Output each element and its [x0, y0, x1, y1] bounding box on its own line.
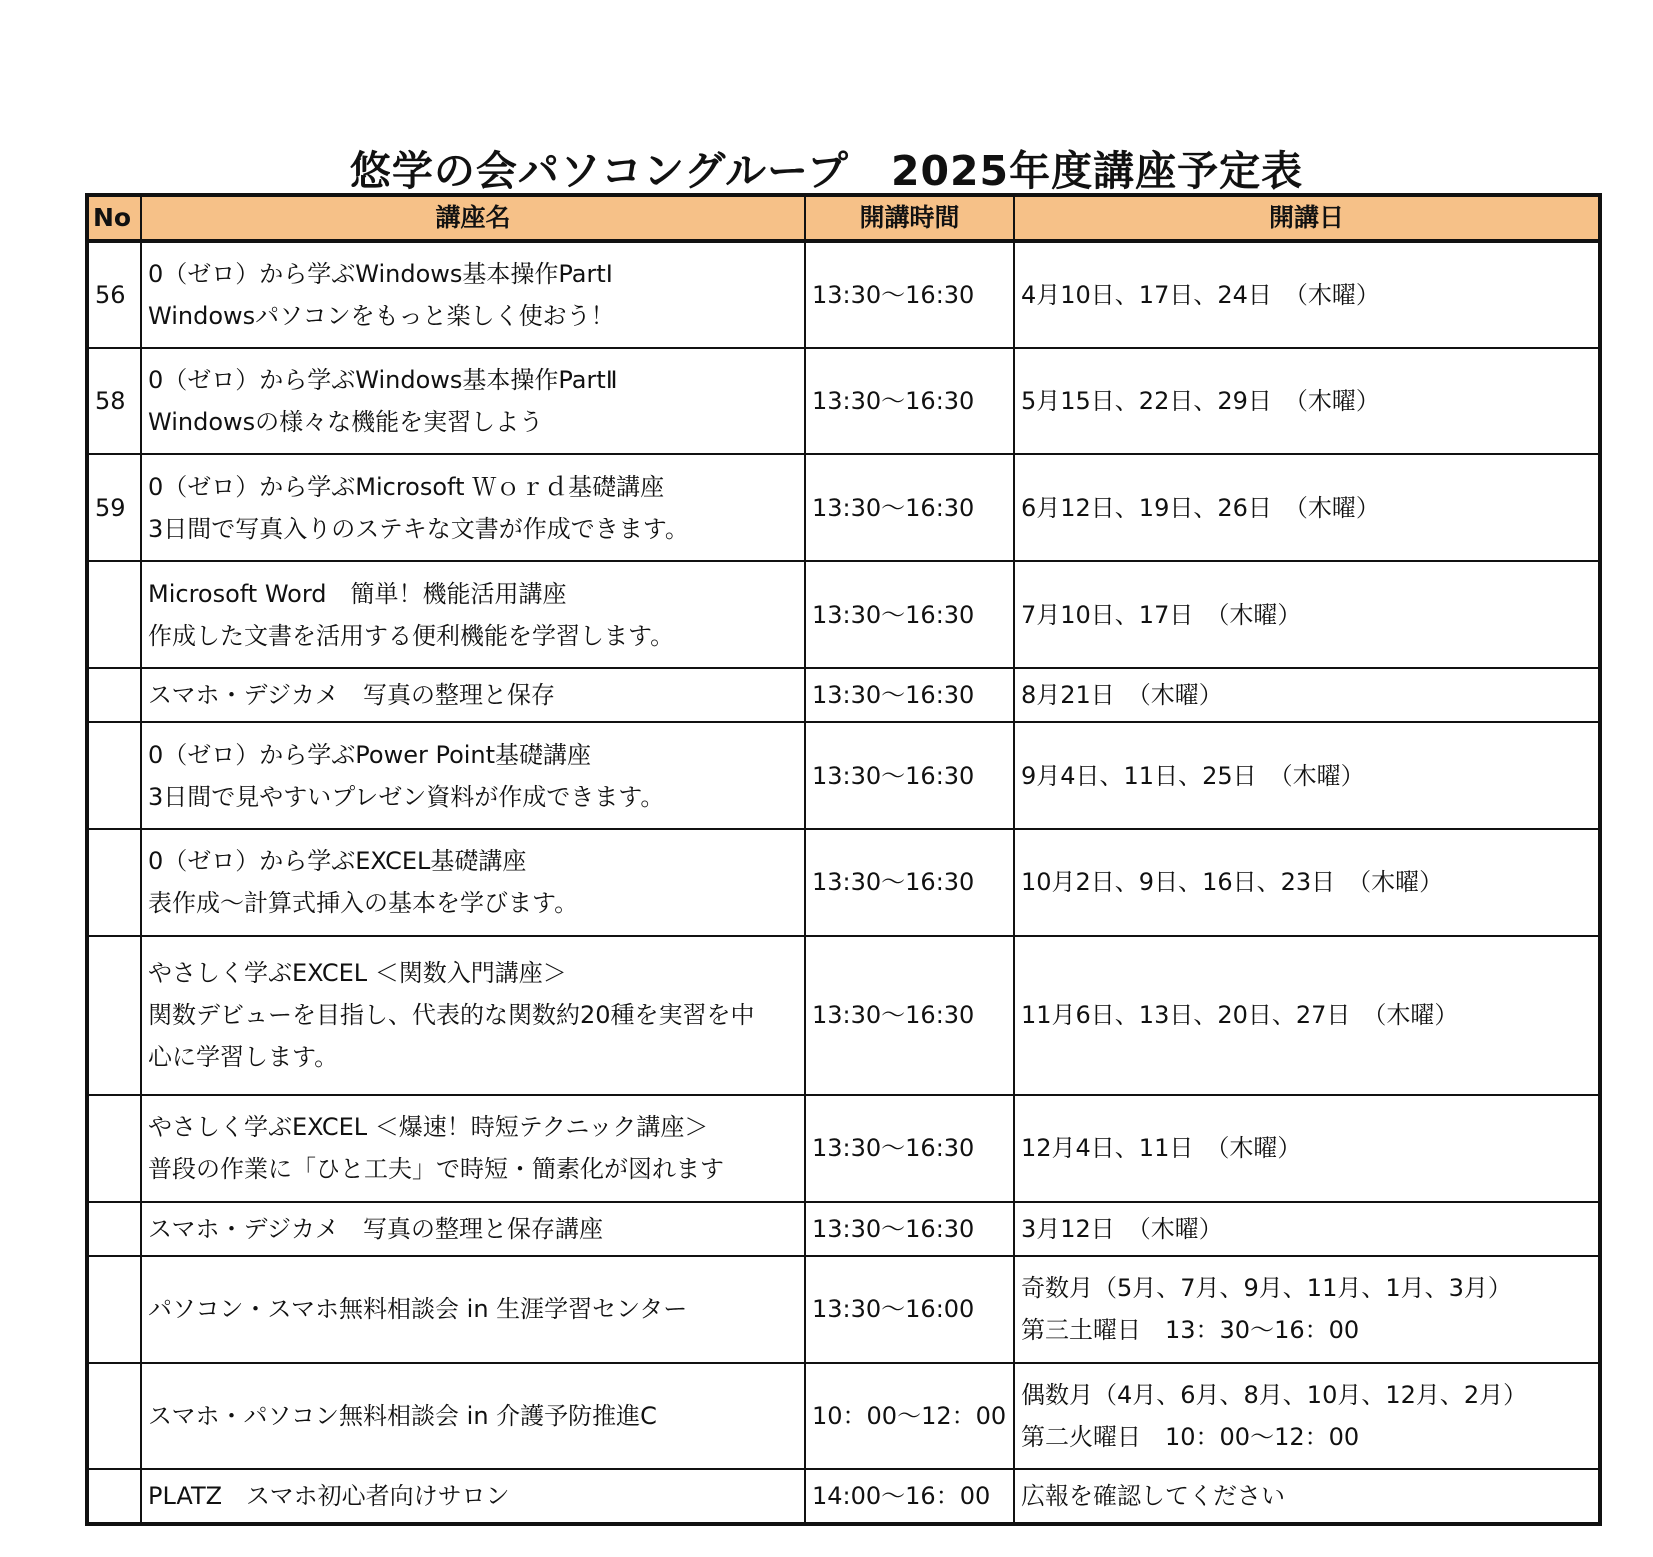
course-time: 13:30～16:30 — [805, 1202, 1014, 1256]
course-time: 10：00～12：00 — [805, 1363, 1014, 1470]
course-name-line: 普段の作業に「ひと工夫」で時短・簡素化が図れます — [148, 1155, 724, 1184]
course-time: 13:30～16:30 — [805, 829, 1014, 936]
table-row — [87, 1363, 1600, 1470]
course-date-line: 4月10日、17日、24日 （木曜） — [1021, 280, 1380, 309]
table-row — [87, 561, 1600, 668]
course-name — [141, 722, 805, 829]
course-date-line: 第二火曜日 10：00～12：00 — [1021, 1423, 1360, 1452]
table-row — [87, 241, 1600, 348]
course-date — [1014, 241, 1600, 348]
course-time: 13:30～16:30 — [805, 348, 1014, 455]
header-row — [87, 195, 1600, 241]
course-date — [1014, 668, 1600, 722]
course-name — [141, 1469, 805, 1524]
course-date — [1014, 348, 1600, 455]
course-time: 13:30～16:00 — [805, 1256, 1014, 1363]
table-row — [87, 1202, 1600, 1256]
course-date — [1014, 1202, 1600, 1256]
course-name — [141, 829, 805, 936]
course-date-line: 9月4日、11日、25日 （木曜） — [1021, 761, 1365, 790]
course-name-line: 0（ゼロ）から学ぶMicrosoft Ｗｏｒｄ基礎講座 — [148, 472, 665, 501]
course-date-line: 偶数月（4月、6月、8月、10月、12月、2月） — [1021, 1381, 1528, 1410]
table-row — [87, 722, 1600, 829]
row-no — [87, 1469, 141, 1524]
course-time: 13:30～16:30 — [805, 722, 1014, 829]
row-no: 56 — [87, 241, 141, 348]
course-time: 13:30～16:30 — [805, 668, 1014, 722]
header-time: 開講時間 — [805, 195, 1014, 241]
table-row — [87, 1256, 1600, 1363]
course-name-line: 作成した文書を活用する便利機能を学習します。 — [148, 621, 675, 650]
row-no — [87, 1256, 141, 1363]
schedule-table — [85, 193, 1602, 1526]
course-name-line: 関数デビューを目指し、代表的な関数約20種を実習を中 — [148, 1001, 755, 1030]
row-no: 58 — [87, 348, 141, 455]
course-time: 13:30～16:30 — [805, 1095, 1014, 1202]
course-date-line: 5月15日、22日、29日 （木曜） — [1021, 387, 1380, 416]
page-title: 悠学の会パソコングループ 2025年度講座予定表 — [349, 147, 1304, 195]
course-name — [141, 1202, 805, 1256]
header-no: No — [87, 195, 141, 241]
course-name-line: スマホ・デジカメ 写真の整理と保存 — [148, 681, 556, 710]
course-time: 13:30～16:30 — [805, 561, 1014, 668]
course-date-line: 10月2日、9日、16日、23日 （木曜） — [1021, 868, 1444, 897]
course-name — [141, 561, 805, 668]
course-date — [1014, 722, 1600, 829]
course-name-line: PLATZ スマホ初心者向けサロン — [148, 1482, 510, 1511]
course-name-line: 3日間で見やすいプレゼン資料が作成できます。 — [148, 782, 665, 811]
course-date-line: 11月6日、13日、20日、27日 （木曜） — [1021, 1001, 1459, 1030]
course-date-line: 3月12日 （木曜） — [1021, 1214, 1223, 1243]
course-name-line: Windowsパソコンをもっと楽しく使おう！ — [148, 301, 615, 330]
course-name-line: Microsoft Word 簡単！機能活用講座 — [148, 579, 567, 608]
course-date — [1014, 1095, 1600, 1202]
table-row — [87, 1469, 1600, 1524]
course-date — [1014, 1469, 1600, 1524]
course-date-line: 広報を確認してください — [1021, 1482, 1285, 1511]
course-time: 13:30～16:30 — [805, 936, 1014, 1095]
course-name — [141, 1363, 805, 1470]
course-date — [1014, 829, 1600, 936]
row-no — [87, 829, 141, 936]
course-name-line: やさしく学ぶEXCEL ＜爆速！時短テクニック講座＞ — [148, 1113, 709, 1142]
course-date-line: 6月12日、19日、26日 （木曜） — [1021, 493, 1380, 522]
table-row — [87, 829, 1600, 936]
course-name — [141, 454, 805, 561]
course-name-line: スマホ・パソコン無料相談会 in 介護予防推進C — [148, 1402, 657, 1431]
row-no: 59 — [87, 454, 141, 561]
table-row — [87, 454, 1600, 561]
row-no — [87, 722, 141, 829]
course-date — [1014, 1256, 1600, 1363]
course-date-line: 奇数月（5月、7月、9月、11月、1月、3月） — [1021, 1274, 1512, 1303]
course-date — [1014, 936, 1600, 1095]
course-name-line: Windowsの様々な機能を実習しよう — [148, 408, 544, 437]
course-name-line: 心に学習します。 — [148, 1043, 339, 1072]
table-row — [87, 348, 1600, 455]
course-time: 13:30～16:30 — [805, 454, 1014, 561]
course-date-line: 第三土曜日 13：30～16：00 — [1021, 1316, 1360, 1345]
course-name-line: 0（ゼロ）から学ぶWindows基本操作PartⅠ — [148, 259, 613, 288]
course-name-line: スマホ・デジカメ 写真の整理と保存講座 — [148, 1214, 604, 1243]
row-no — [87, 1095, 141, 1202]
header-date: 開講日 — [1014, 195, 1600, 241]
table-row — [87, 936, 1600, 1095]
table-row — [87, 1095, 1600, 1202]
course-name — [141, 668, 805, 722]
course-name — [141, 348, 805, 455]
row-no — [87, 1363, 141, 1470]
course-date-line: 12月4日、11日 （木曜） — [1021, 1134, 1302, 1163]
course-name-line: 表作成～計算式挿入の基本を学びます。 — [148, 889, 579, 918]
course-name-line: 0（ゼロ）から学ぶPower Point基礎講座 — [148, 740, 592, 769]
row-no — [87, 936, 141, 1095]
header-name: 講座名 — [141, 195, 805, 241]
course-name-line: 3日間で写真入りのステキな文書が作成できます。 — [148, 514, 689, 543]
course-name — [141, 1095, 805, 1202]
row-no — [87, 668, 141, 722]
course-date — [1014, 561, 1600, 668]
course-name-line: やさしく学ぶEXCEL ＜関数入門講座＞ — [148, 959, 567, 988]
course-time: 14:00～16：00 — [805, 1469, 1014, 1524]
course-name-line: 0（ゼロ）から学ぶWindows基本操作PartⅡ — [148, 366, 618, 395]
course-time: 13:30～16:30 — [805, 241, 1014, 348]
course-name-line: パソコン・スマホ無料相談会 in 生涯学習センター — [148, 1295, 688, 1324]
table-row — [87, 668, 1600, 722]
course-name — [141, 241, 805, 348]
row-no — [87, 561, 141, 668]
course-name — [141, 1256, 805, 1363]
course-name — [141, 936, 805, 1095]
course-name-line: 0（ゼロ）から学ぶEXCEL基礎講座 — [148, 847, 527, 876]
course-date-line: 7月10日、17日 （木曜） — [1021, 600, 1302, 629]
row-no — [87, 1202, 141, 1256]
course-date — [1014, 1363, 1600, 1470]
course-date — [1014, 454, 1600, 561]
course-date-line: 8月21日 （木曜） — [1021, 681, 1223, 710]
